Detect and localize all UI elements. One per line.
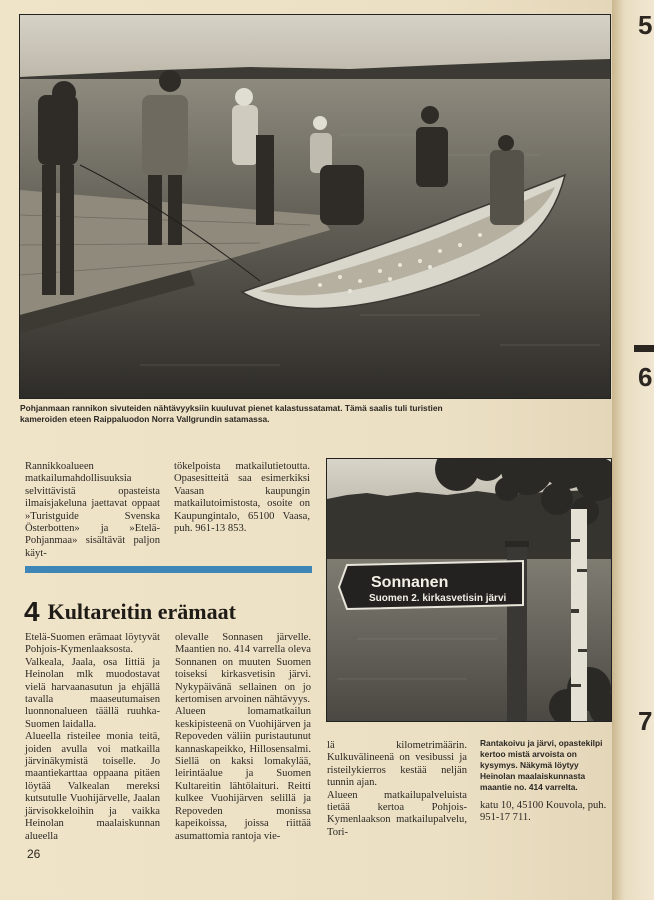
section-number: 4: [24, 596, 40, 627]
fishing-harbor-illustration: [20, 15, 610, 398]
section-column-4: katu 10, 45100 Kouvola, puh. 951-17 711.: [480, 800, 607, 824]
right-photo-caption: Rantakoivu ja järvi, opastekilpi kertoo mistä arvoista on kysymys. Näkymä löytyy Heinolan maalaiskunnasta maantie no. 414 varrelta.: [480, 738, 603, 792]
next-page-section-number: 6: [638, 362, 653, 392]
paragraph: lä kilometrimäärin. Kulkuvälineenä on vesibussi ja risteilykierros kestää neljän tunnin ajan.: [327, 740, 467, 789]
fishing-harbor-photo: [19, 14, 611, 399]
intro-column-1: Rannikkoalueen matkailumahdollisuuksia selvittävistä opasteista ilmaisjakeluna jaettavat oppaat »Turistguide Svenska Österbotten» ja »Etelä-Pohjanmaa» sisältävät paljon käyt-: [25, 461, 160, 559]
paragraph: Alueella risteilee monia teitä, joiden avulla voi matkailla järvinäkymistä toiselle. Jo maantiekarttaa oppaana pitäen löytää Valkealan mereksi kutsutulle Vuohijärvelle, Jaalan järvisokkeloihin ja vaikka Heinolan maalaiskunnan alueella: [25, 731, 160, 842]
paragraph: Alueen lomamatkailun keskipisteenä on Vuohijärven ja Repoveden väliin puristautunut kannaskapeikko, Hillosensalmi. Siellä on kaksi lomakylää, leirintäalue ja Suomen Kultareitin lähtölaituri. Reitti kulkee Vuohijärven selillä ja Repoveden monissa kapeikoissa, joissa riittää asumattomia rantoja vie-: [175, 706, 311, 842]
next-page-section-number: 5: [638, 10, 653, 40]
section-column-1: [25, 632, 160, 843]
intro-column-2: tökelpoista matkailutietoutta. Opasesitteitä saa esimerkiksi Vaasan kaupungin matkailutoimistosta, osoite on Kaupungintalo, 65100 Vaasa, puh. 961-13 853.: [174, 461, 310, 535]
paragraph: Etelä-Suomen erämaat löytyvät Pohjois-Kymenlaaksosta. Valkeala, Jaala, osa Iittiä ja Heinolan mlk muodostavat vielä harvaanasutun ja ehjällä tavalla maaseutumaisen luonnonalueen täällä ruuhka-Suomen laidalla.: [25, 632, 160, 730]
page-number: 26: [27, 847, 41, 861]
lake-sign-illustration: [327, 459, 611, 721]
sign-subtitle-text: Suomen 2. kirkasvetisin järvi: [369, 593, 507, 604]
paragraph: olevalle Sonnasen järvelle. Maantien no. 414 varrella oleva Sonnanen on muuten Suomen toiseksi kirkasvetisin järvi. Nykypäivänä sellainen on jo kertomisen arvoinen nähtävyys.: [175, 632, 311, 706]
section-heading: [24, 596, 236, 628]
next-page-edge: [612, 0, 654, 900]
section-title: Kultareitin erämaat: [47, 599, 236, 624]
paragraph: Alueen matkailupalveluista tietää kertoa Pohjois-Kymenlaakson matkailupalvelu, Tori-: [327, 789, 467, 838]
section-column-2: [175, 632, 311, 843]
section-divider-bar: [25, 566, 312, 573]
sign-name-text: Sonnanen: [371, 574, 449, 591]
section-column-3: [327, 740, 467, 839]
next-page-divider: [634, 345, 654, 352]
lake-sign-photo: [326, 458, 612, 722]
top-photo-caption: Pohjanmaan rannikon sivuteiden nähtävyyksiin kuuluvat pienet kalastussatamat. Tämä saalis tuli turistien kameroiden eteen Raippaluodon Norra Vallgrundin satamassa.: [20, 403, 443, 424]
next-page-section-number: 7: [638, 706, 653, 736]
